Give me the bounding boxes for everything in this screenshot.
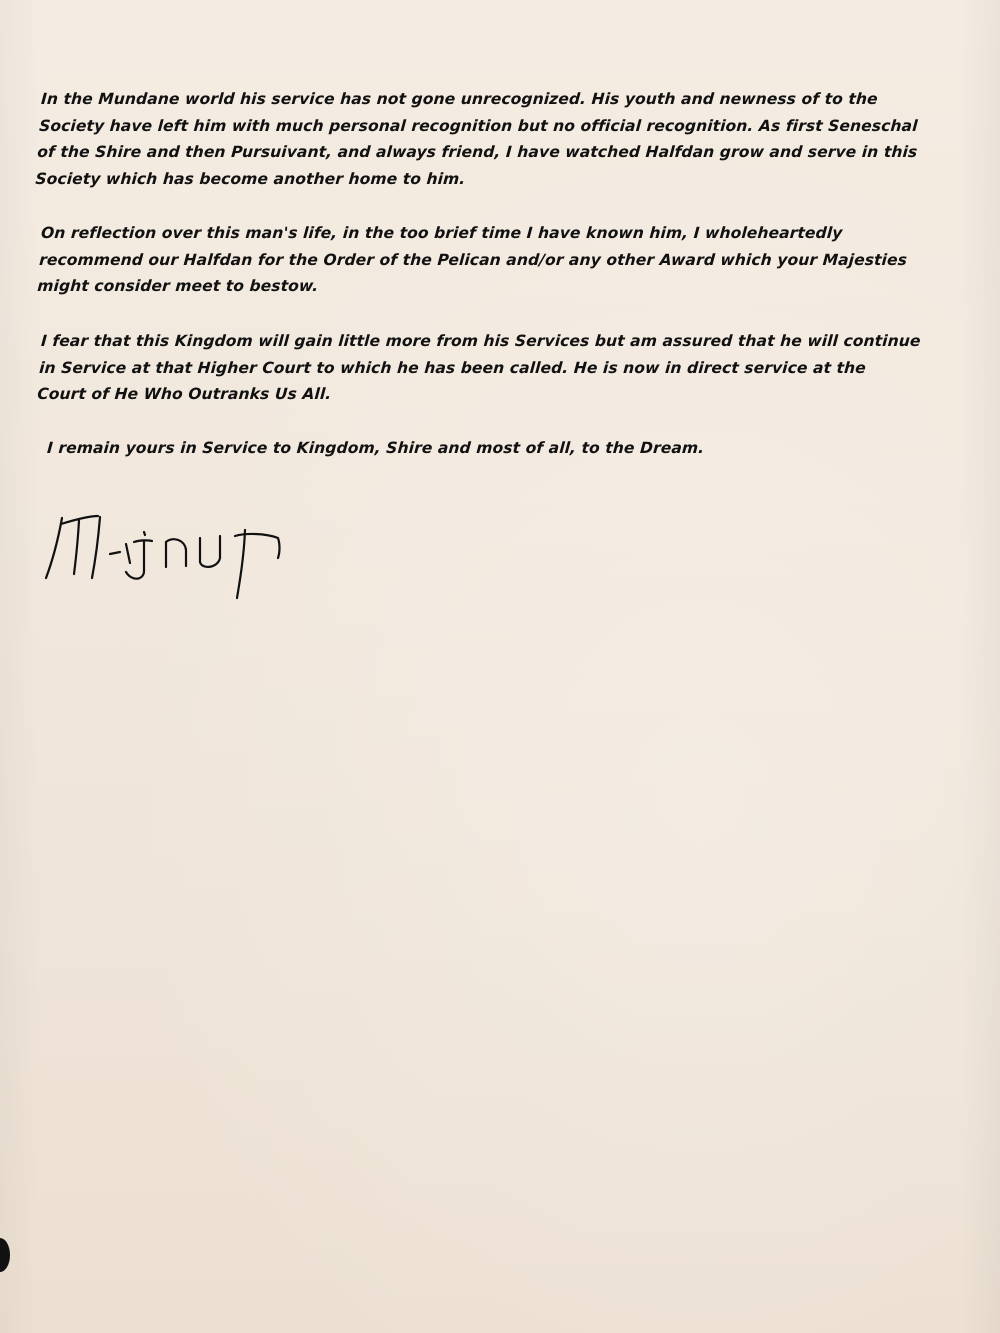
handwritten-signature (40, 500, 340, 620)
paragraph-recommendation: On reflection over this man's life, in the too brief time I have known him, I wholeheartedly recommend our Halfdan for the Order of the Pelican and/or any other Award which your Majesties might consider meet to bestow. (36, 224, 908, 295)
page-edge-mark (0, 1238, 10, 1272)
paragraph-higher-court: I fear that this Kingdom will gain little more from his Services but am assured that he will continue in Service at that Higher Court to which he has been called. He is now in direct service at the Court of He Who Outranks Us All. (36, 331, 922, 403)
paragraph-recognition: In the Mundane world his service has not gone unrecognized. His youth and newness of to the Society have left him with much personal recognition but no official recognition. As first Seneschal of the Shire and then Pursuivant, and always friend, I have watched Halfdan grow and serve in this Society which has become another home to him. (34, 90, 919, 188)
letter-body (34, 86, 922, 490)
closing-line: I remain yours in Service to Kingdom, Shire and most of all, to the Dream. (46, 439, 705, 457)
